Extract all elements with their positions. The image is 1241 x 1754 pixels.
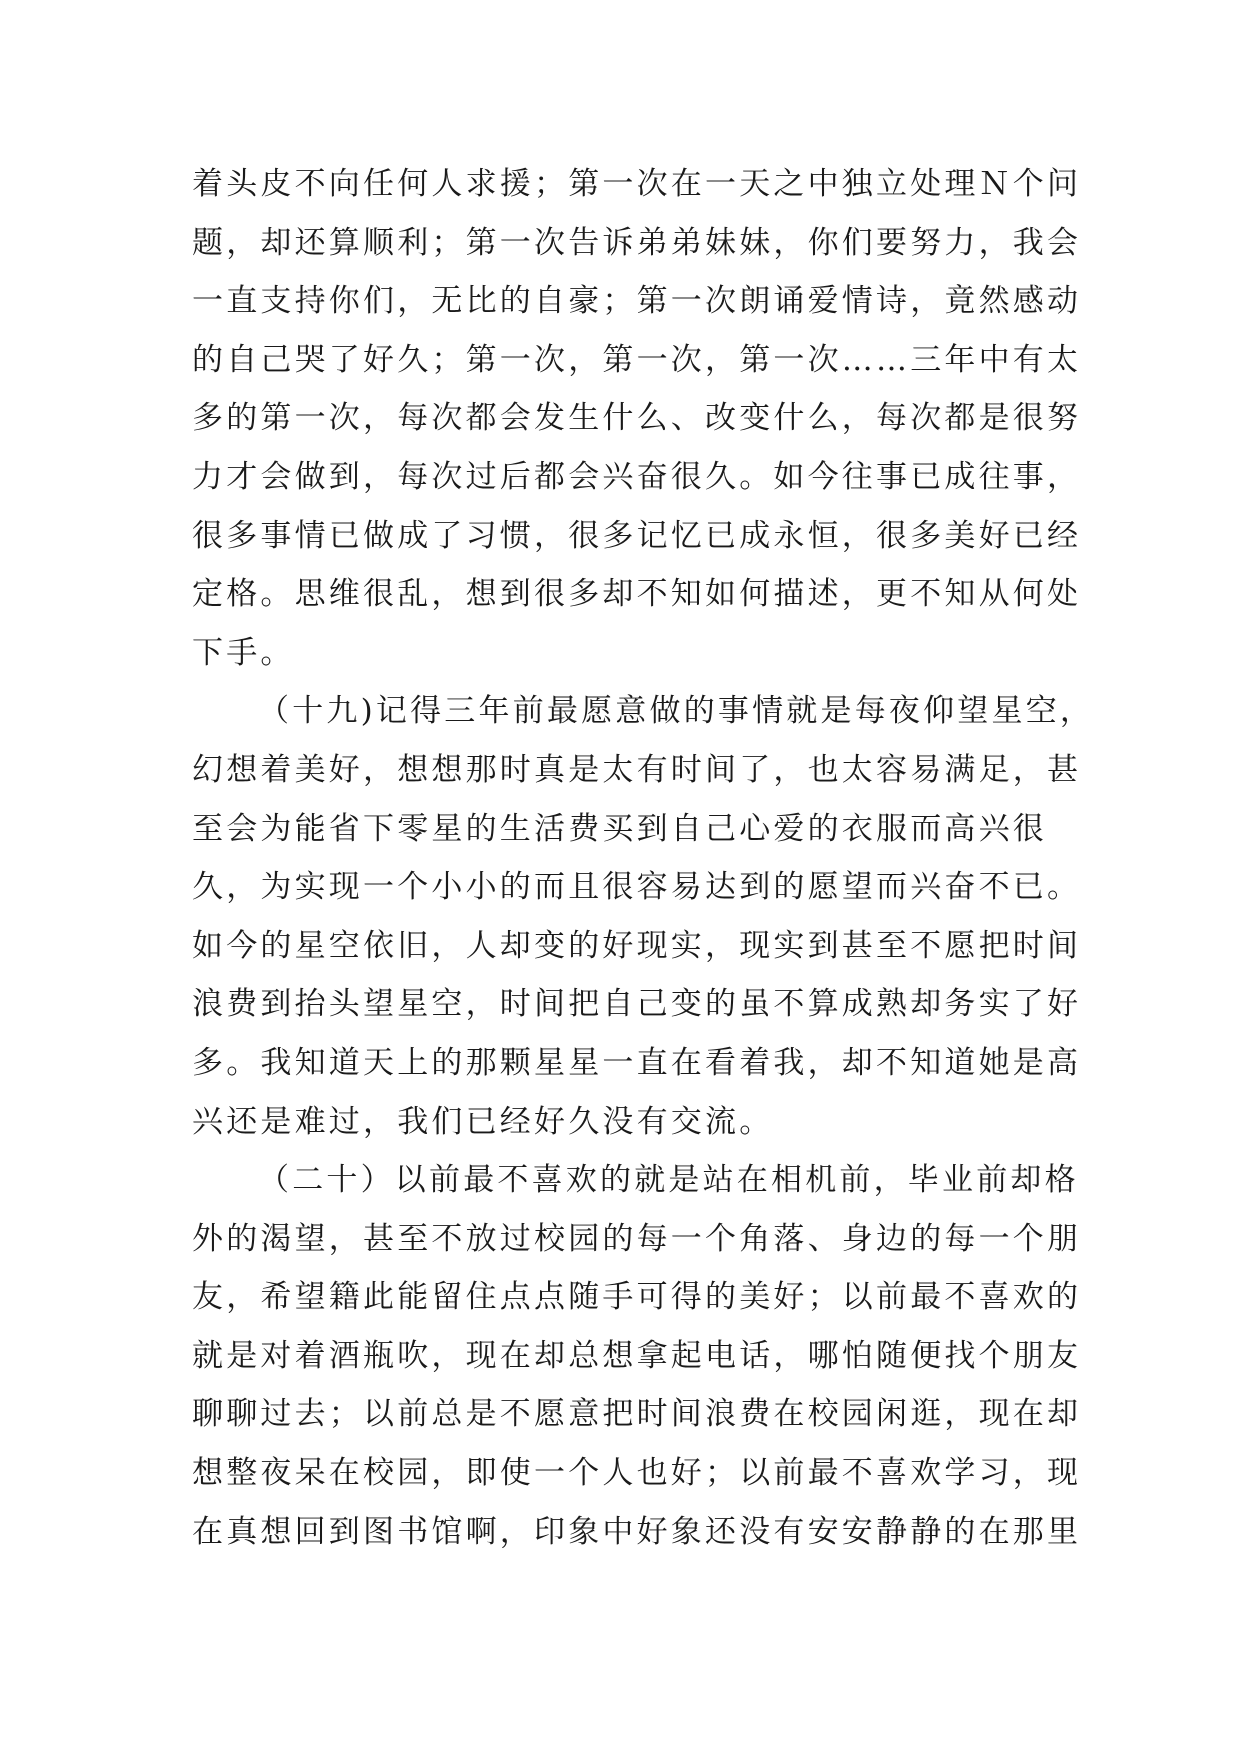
text-line: 外的渴望，甚至不放过校园的每一个角落、身边的每一个朋 <box>192 1220 1082 1257</box>
text-line: 的自己哭了好久；第一次，第一次，第一次……三年中有太 <box>192 341 1082 378</box>
text-line: 如今的星空依旧，人却变的好现实，现实到甚至不愿把时间 <box>192 927 1082 964</box>
text-line: 力才会做到，每次过后都会兴奋很久。如今往事已成往事， <box>192 458 1082 495</box>
text-line: 至会为能省下零星的生活费买到自己心爱的衣服而高兴很 <box>192 810 1047 847</box>
text-line: 兴还是难过，我们已经好久没有交流。 <box>192 1103 774 1140</box>
text-line: 下手。 <box>192 634 295 671</box>
text-line: 想整夜呆在校园，即使一个人也好；以前最不喜欢学习，现 <box>192 1455 1082 1492</box>
text-line: 友，希望籍此能留住点点随手可得的美好；以前最不喜欢的 <box>192 1279 1082 1316</box>
text-line: 在真想回到图书馆啊，印象中好象还没有安安静静的在那里 <box>192 1513 1082 1550</box>
text-line: 题，却还算顺利；第一次告诉弟弟妹妹，你们要努力，我会 <box>192 224 1082 261</box>
paragraph-start-line: （二十）以前最不喜欢的就是站在相机前，毕业前却格 <box>258 1162 1079 1199</box>
text-line: 多。我知道天上的那颗星星一直在看着我，却不知道她是高 <box>192 1044 1082 1081</box>
text-line: 浪费到抬头望星空，时间把自己变的虽不算成熟却务实了好 <box>192 986 1082 1023</box>
text-line: 久，为实现一个小小的而且很容易达到的愿望而兴奋不已。 <box>192 869 1082 906</box>
text-line: 很多事情已做成了习惯，很多记忆已成永恒，很多美好已经 <box>192 517 1082 554</box>
text-line: 一直支持你们，无比的自豪；第一次朗诵爱情诗，竟然感动 <box>192 283 1082 320</box>
text-line: 多的第一次，每次都会发生什么、改变什么，每次都是很努 <box>192 400 1082 437</box>
text-line: 就是对着酒瓶吹，现在却总想拿起电话，哪怕随便找个朋友 <box>192 1337 1082 1374</box>
text-line: 着头皮不向任何人求援；第一次在一天之中独立处理Ｎ个问 <box>192 166 1082 202</box>
text-line: 幻想着美好，想想那时真是太有时间了，也太容易满足，甚 <box>192 751 1082 788</box>
paragraph-start-line: （十九)记得三年前最愿意做的事情就是每夜仰望星空， <box>258 693 1095 730</box>
text-line: 定格。思维很乱，想到很多却不知如何描述，更不知从何处 <box>192 576 1082 613</box>
text-line: 聊聊过去；以前总是不愿意把时间浪费在校园闲逛，现在却 <box>192 1396 1082 1433</box>
body-text <box>192 155 1095 1561</box>
